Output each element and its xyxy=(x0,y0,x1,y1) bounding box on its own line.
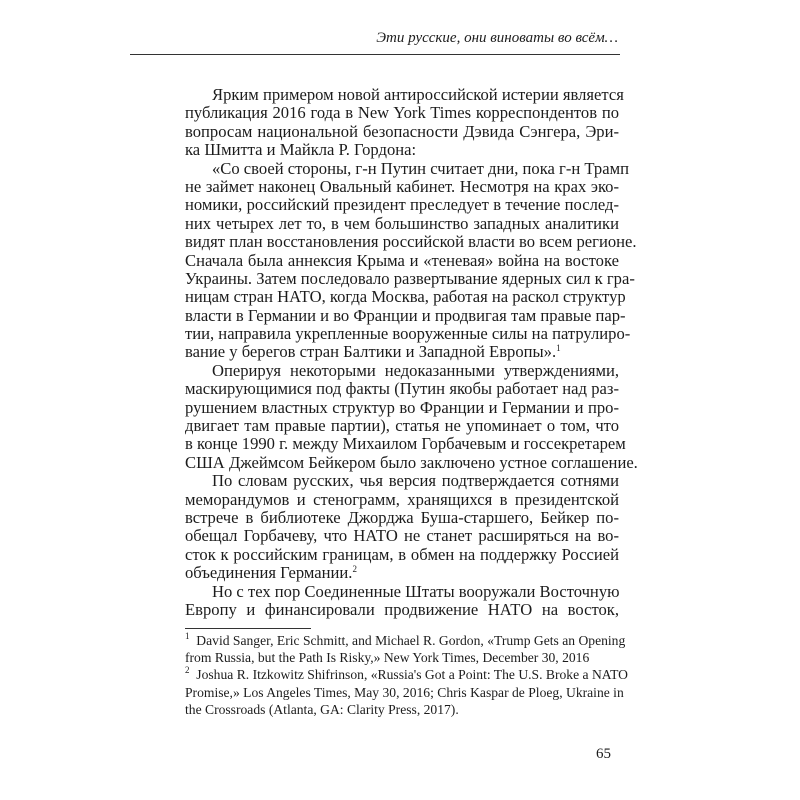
body-line xyxy=(185,564,619,582)
line-text: ка Шмитта и Майкла Р. Гордона: xyxy=(185,140,417,160)
line-text: Promise,» Los Angeles Times, May 30, 2016; Chris Kaspar de Ploeg, Ukraine in xyxy=(185,684,624,700)
footnote-number: 2 xyxy=(185,665,190,676)
line-text: сток к российским границам, в обмен на поддержку Россией xyxy=(185,544,619,564)
line-text: власти в Германии и во Франции и продвигая там правые пар- xyxy=(185,305,626,325)
line-text: видят план восстановления российской власти во всем регионе. xyxy=(185,232,637,252)
footnote-line xyxy=(185,684,624,701)
line-text: Украины. Затем последовало развертывание ядерных сил к гра- xyxy=(185,268,635,288)
footnote-line xyxy=(185,649,619,666)
line-text: David Sanger, Eric Schmitt, and Michael R. Gordon, «Trump Gets an Opening xyxy=(196,633,626,648)
body-line xyxy=(185,252,619,270)
line-text: меморандумов и стенограмм, хранящихся в президентской xyxy=(185,489,619,509)
body-line xyxy=(185,362,619,380)
line-text: них четырех лет то, в чем большинство западных аналитики xyxy=(185,213,619,233)
line-text: вопросам национальной безопасности Дэвида Сэнгера, Эри- xyxy=(185,121,619,141)
body-line xyxy=(185,178,619,196)
body-line xyxy=(185,324,631,344)
body-line xyxy=(185,215,619,233)
body-line xyxy=(185,472,619,490)
body-line xyxy=(185,399,619,417)
line-text: «Со своей стороны, г-н Путин считает дни, пока г-н Трамп xyxy=(212,158,629,178)
line-text: По словам русских, чья версия подтверждается сотнями xyxy=(212,471,619,491)
line-text: двигает там правые партии), статья не упоминает о том, что xyxy=(185,416,619,436)
line-text: рушением властных структур во Франции и Германии и про- xyxy=(185,397,619,417)
line-text: не займет наконец Овальный кабинет. Несмотря на крах эко- xyxy=(185,176,619,196)
running-head: Эти русские, они виноваты во всём… xyxy=(376,30,618,46)
line-text: объединения Германии. xyxy=(185,563,353,583)
line-text: публикация 2016 года в New York Times корреспондентов по xyxy=(185,103,619,123)
page-number: 65 xyxy=(596,746,611,762)
line-text: Европу и финансировали продвижение НАТО на восток, xyxy=(185,599,619,619)
body-line xyxy=(185,380,619,398)
body-text xyxy=(185,85,638,619)
line-text: Но с тех пор Соединенные Штаты вооружали Восточную xyxy=(212,581,620,601)
line-text: Joshua R. Itzkowitz Shifrinson, «Russia's Got a Point: The U.S. Broke a NATO xyxy=(196,667,628,683)
line-text: Оперируя некоторыми недоказанными утверждениями, xyxy=(212,360,619,380)
body-line xyxy=(185,123,619,141)
footnote-ref: 1 xyxy=(556,343,561,354)
footnote-rule xyxy=(185,628,311,629)
body-line xyxy=(185,546,619,564)
line-text: ницам стран НАТО, когда Москва, работая на раскол структур xyxy=(185,287,626,307)
line-text: тии, направила укрепленные вооруженные силы на патрулиро- xyxy=(185,324,631,344)
line-text: встрече в библиотеке Джорджа Буша-старшего, Бейкер по- xyxy=(185,507,619,527)
body-line xyxy=(185,196,619,214)
body-line xyxy=(185,452,638,472)
footnote-ref: 2 xyxy=(352,564,357,575)
footnote-line xyxy=(185,701,619,718)
footnote-line xyxy=(185,631,626,649)
body-line xyxy=(185,268,635,288)
line-text: маскирующимися под факты (Путин якобы работает над раз- xyxy=(185,379,619,399)
line-text: в конце 1990 г. между Михаилом Горбачевым и госсекретарем xyxy=(185,434,626,454)
line-text: США Джеймсом Бейкером было заключено устное соглашение. xyxy=(185,452,638,472)
line-text: from Russia, but the Path Is Risky,» New York Times, December 30, 2016 xyxy=(185,650,590,666)
body-line xyxy=(185,527,619,545)
body-line xyxy=(185,583,619,601)
line-text: Сначала была аннексия Крыма и «теневая» война на востоке xyxy=(185,250,619,270)
body-line xyxy=(185,158,629,178)
body-line xyxy=(185,491,619,509)
body-line xyxy=(185,232,637,252)
line-text: the Crossroads (Atlanta, GA: Clarity Press, 2017). xyxy=(185,701,459,717)
footnote-line xyxy=(185,665,628,683)
line-text: обещал Горбачеву, что НАТО не станет расширяться на во- xyxy=(185,526,619,546)
line-text: Ярким примером новой антироссийской истерии является xyxy=(212,85,624,104)
body-line xyxy=(185,434,626,454)
body-line xyxy=(185,601,619,619)
body-line xyxy=(185,417,619,435)
footnote-number: 1 xyxy=(185,631,190,641)
header-rule xyxy=(130,54,620,55)
body-line xyxy=(185,305,626,325)
body-line xyxy=(185,104,619,122)
body-line xyxy=(185,141,619,159)
footnotes xyxy=(185,631,628,718)
body-line xyxy=(185,287,626,307)
line-text: вание у берегов стран Балтики и Западной Европы». xyxy=(185,342,557,362)
body-line xyxy=(185,343,619,361)
body-line xyxy=(185,509,619,527)
body-line xyxy=(185,85,624,104)
line-text: номики, российский президент преследует в течение послед- xyxy=(185,195,619,215)
